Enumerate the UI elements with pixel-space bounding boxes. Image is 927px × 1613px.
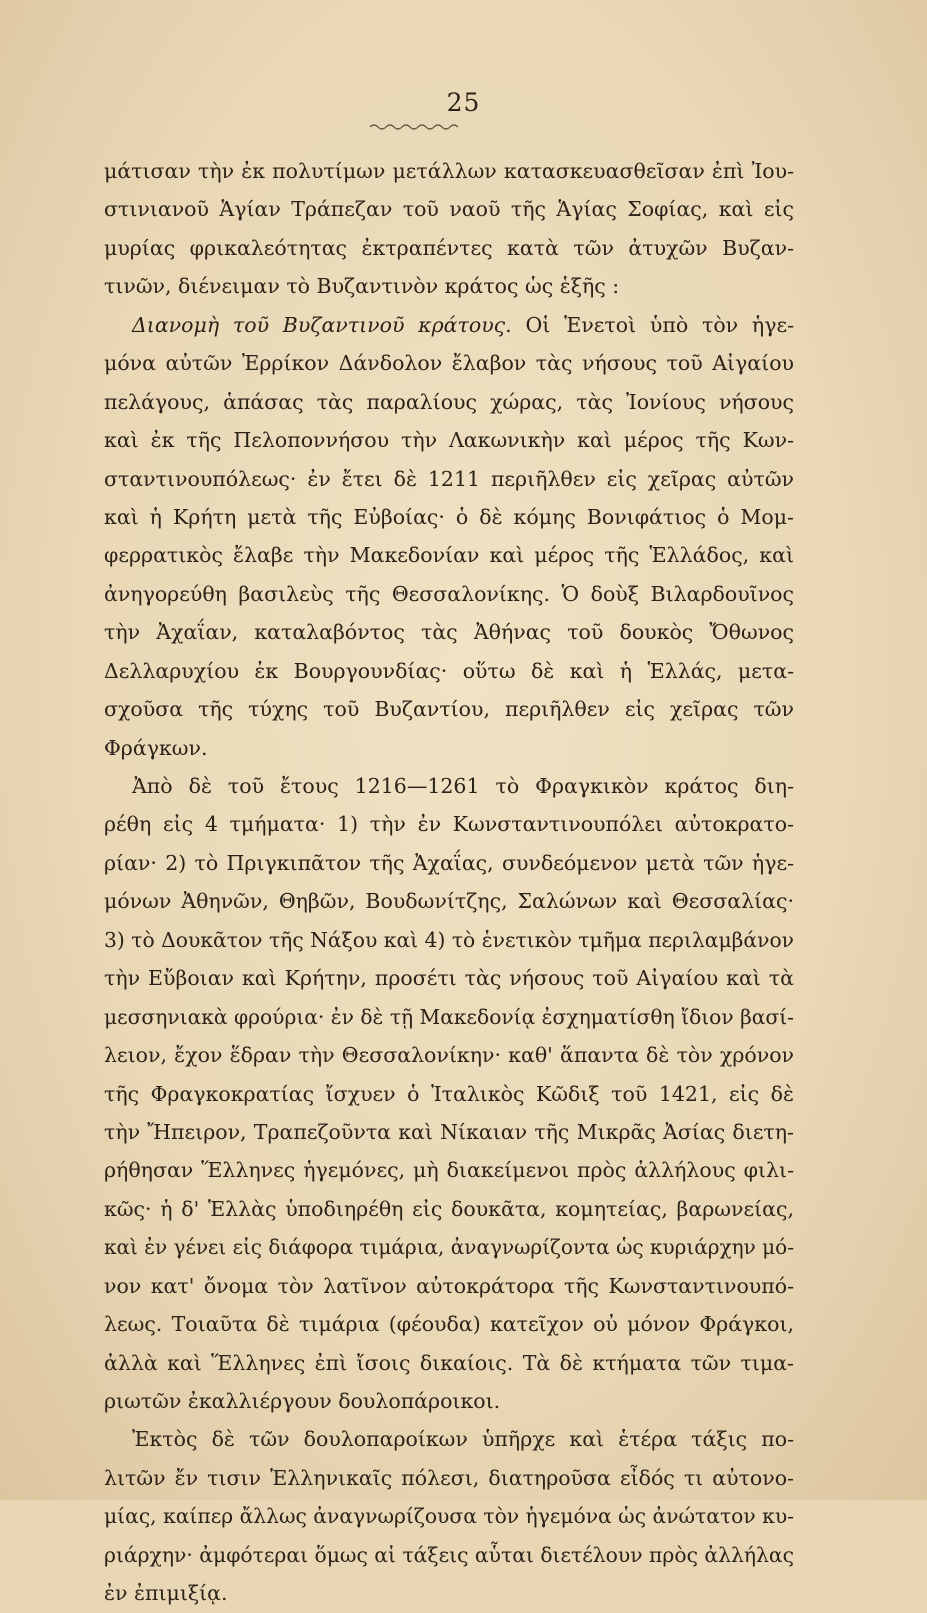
text-line-content: [104, 1344, 794, 1382]
text-segment: καὶ ἐκ τῆς Πελοποννήσου τὴν Λακωνικὴν καὶ μέρος τῆς Κων-: [104, 428, 794, 453]
text-line: [104, 1075, 794, 1113]
text-line: [104, 1151, 794, 1189]
text-line: [104, 1228, 794, 1266]
text-line-content: [104, 844, 794, 882]
text-line-content: [104, 152, 794, 190]
text-segment: τινῶν, διένειμαν τὸ Βυζαντινὸν κράτος ὡς ἑξῆς :: [104, 274, 620, 299]
text-line-content: [104, 652, 794, 690]
text-line: [104, 229, 794, 267]
text-segment: σταντινουπόλεως· ἐν ἔτει δὲ 1211 περιῆλθεν εἰς χεῖρας αὐτῶν: [104, 466, 794, 491]
text-line-content: [104, 998, 794, 1036]
text-line: [104, 844, 794, 882]
text-line: [104, 1267, 794, 1305]
decorative-rule: [368, 122, 462, 132]
text-line: [104, 1382, 794, 1420]
text-line-content: [104, 190, 794, 228]
text-segment: ριάρχην· ἀμφότεραι ὅμως αἱ τάξεις αὗται διετέλουν πρὸς ἀλλήλας: [104, 1542, 794, 1567]
text-segment: λειον, ἔχον ἕδραν τὴν Θεσσαλονίκην· καθ' ἅπαντα δὲ τὸν χρόνον: [104, 1043, 794, 1068]
text-segment: Οἱ Ἑνετοὶ ὑπὸ τὸν ἡγε-: [511, 312, 794, 337]
text-segment: πελάγους, ἁπάσας τὰς παραλίους χώρας, τὰς Ἰονίους νήσους: [104, 389, 794, 414]
text-line-content: [104, 1151, 794, 1189]
text-segment: μεσσηνιακὰ φρούρια· ἐν δὲ τῇ Μακεδονίᾳ ἐσχηματίσθη ἴδιον βασί-: [104, 1004, 794, 1029]
text-line-content: [104, 344, 794, 382]
text-line: [104, 1420, 794, 1458]
text-segment: τὴν Ἤπειρον, Τραπεζοῦντα καὶ Νίκαιαν τῆς Μικρᾶς Ἀσίας διετη-: [104, 1119, 794, 1144]
text-line-content: [104, 1190, 794, 1228]
text-line-content: [104, 1075, 794, 1113]
text-line-content: [132, 767, 794, 805]
text-segment: μάτισαν τὴν ἐκ πολυτίμων μετάλλων κατασκευασθεῖσαν ἐπὶ Ἰου-: [104, 159, 794, 183]
text-line-content: [104, 613, 794, 651]
text-segment: μυρίας φρικαλεότητας ἐκτραπέντες κατὰ τῶν ἀτυχῶν Βυζαν-: [104, 235, 794, 260]
text-line: [104, 998, 794, 1036]
text-segment: νον κατ' ὄνομα τὸν λατῖνον αὐτοκράτορα τῆς Κωνσταντινουπό-: [104, 1273, 794, 1298]
text-segment: στινιανοῦ Ἁγίαν Τράπεζαν τοῦ ναοῦ τῆς Ἁγίας Σοφίας, καὶ εἰς: [104, 197, 794, 222]
text-line: [104, 1036, 794, 1074]
text-line: [104, 1305, 794, 1343]
text-segment: σχοῦσα τῆς τύχης τοῦ Βυζαντίου, περιῆλθεν εἰς χεῖρας τῶν: [104, 697, 794, 722]
text-line: [104, 306, 794, 344]
text-line-content: [132, 1420, 794, 1458]
text-segment: Φράγκων.: [104, 735, 208, 760]
page-number: 25: [446, 88, 481, 117]
text-line: [104, 190, 794, 228]
text-line: [104, 959, 794, 997]
text-line-content: [132, 306, 794, 344]
text-segment: μόνων Ἀθηνῶν, Θηβῶν, Βουδωνίτζης, Σαλώνων καὶ Θεσσαλίας·: [104, 889, 794, 914]
text-segment: λεως. Τοιαῦτα δὲ τιμάρια (φέουδα) κατεῖχον οὐ μόνον Φράγκοι,: [104, 1312, 794, 1337]
text-line: [104, 1574, 794, 1612]
text-line-content: [104, 959, 794, 997]
text-segment: καὶ ἐν γένει εἰς διάφορα τιμάρια, ἀναγνωρίζοντα ὡς κυριάρχην μό-: [104, 1235, 794, 1260]
text-line-content: [104, 690, 794, 728]
text-line-content: [104, 1113, 794, 1151]
text-line: [104, 1113, 794, 1151]
text-line: [104, 805, 794, 843]
text-segment: 3) τὸ Δουκᾶτον τῆς Νάξου καὶ 4) τὸ ἑνετικὸν τμῆμα περιλαμβάνον: [104, 927, 794, 952]
text-line: [104, 344, 794, 382]
text-segment: λιτῶν ἔν τισιν Ἑλληνικαῖς πόλεσι, διατηροῦσα εἶδός τι αὐτονο-: [104, 1465, 794, 1490]
text-line: [104, 383, 794, 421]
text-line: [104, 882, 794, 920]
text-line-content: [104, 267, 619, 305]
text-line: [104, 652, 794, 690]
text-line: [104, 690, 794, 728]
text-line: [104, 267, 794, 305]
text-line-content: [104, 229, 794, 267]
text-line-content: [104, 921, 794, 959]
text-line: [104, 460, 794, 498]
text-line: [104, 1459, 794, 1497]
text-line-content: [104, 805, 794, 843]
text-line-content: [104, 383, 794, 421]
text-segment: Δελλαρυχίου ἐκ Βουργουνδίας· οὕτω δὲ καὶ ἡ Ἑλλάς, μετα-: [104, 658, 794, 683]
text-line-content: [104, 882, 794, 920]
text-line: [104, 729, 794, 767]
text-line: [104, 152, 794, 190]
text-line: [104, 1497, 794, 1535]
text-segment: τὴν Ἀχαΐαν, καταλαβόντος τὰς Ἀθήνας τοῦ δουκὸς Ὄθωνος: [104, 620, 794, 645]
text-line: [104, 1536, 794, 1574]
text-line-content: [104, 1459, 794, 1497]
text-line-content: [104, 1574, 228, 1612]
text-segment: Ἐκτὸς δὲ τῶν δουλοπαροίκων ὑπῆρχε καὶ ἑτέρα τάξις πο-: [132, 1427, 794, 1452]
text-segment: κῶς· ἡ δ' Ἑλλὰς ὑποδιηρέθη εἰς δουκᾶτα, κομητείας, βαρωνείας,: [104, 1196, 794, 1221]
text-line-content: [104, 729, 207, 767]
text-line-content: [104, 1305, 794, 1343]
text-line-content: [104, 536, 794, 574]
text-segment: μίας, καίπερ ἄλλως ἀναγνωρίζουσα τὸν ἡγεμόνα ὡς ἀνώτατον κυ-: [104, 1504, 794, 1529]
text-segment: ἀλλὰ καὶ Ἕλληνες ἐπὶ ἴσοις δικαίοις. Τὰ δὲ κτήματα τῶν τιμα-: [104, 1350, 794, 1375]
text-line: [104, 767, 794, 805]
text-line: [104, 575, 794, 613]
text-segment: ρίαν· 2) τὸ Πριγκιπᾶτον τῆς Ἀχαΐας, συνδεόμενον μετὰ τῶν ἡγε-: [104, 850, 794, 875]
text-segment: ριωτῶν ἐκαλλιέργουν δουλοπάροικοι.: [104, 1389, 501, 1413]
text-line-content: [104, 498, 794, 536]
text-segment: τῆς Φραγκοκρατίας ἴσχυεν ὁ Ἰταλικὸς Κῶδιξ τοῦ 1421, εἰς δὲ: [104, 1081, 794, 1106]
text-line-content: [104, 1036, 794, 1074]
text-line-content: [104, 575, 794, 613]
text-segment: τὴν Εὔβοιαν καὶ Κρήτην, προσέτι τὰς νήσους τοῦ Αἰγαίου καὶ τὰ: [104, 966, 794, 991]
text-line-content: [104, 1228, 794, 1266]
text-line-content: [104, 1497, 794, 1535]
text-segment: ἀνηγορεύθη βασιλεὺς τῆς Θεσσαλονίκης. Ὁ δοὺξ Βιλαρδουῖνος: [104, 581, 794, 606]
text-line-content: [104, 1267, 794, 1305]
text-line: [104, 921, 794, 959]
text-line: [104, 613, 794, 651]
text-line: [104, 1190, 794, 1228]
text-segment: καὶ ἡ Κρήτη μετὰ τῆς Εὐβοίας· ὁ δὲ κόμης Βονιφάτιος ὁ Μομ-: [104, 504, 794, 529]
text-segment: ρήθησαν Ἕλληνες ἡγεμόνες, μὴ διακείμενοι πρὸς ἀλλήλους φιλι-: [104, 1158, 794, 1183]
text-line: [104, 421, 794, 459]
text-line-content: [104, 1382, 500, 1420]
text-segment: ἐν ἐπιμιξίᾳ.: [104, 1581, 228, 1606]
text-segment: ρέθη εἰς 4 τμήματα· 1) τὴν ἐν Κωνσταντινουπόλει αὐτοκρατο-: [104, 812, 794, 837]
section-heading: Διανομὴ τοῦ Βυζαντινοῦ κράτους.: [132, 312, 512, 337]
text-line: [104, 536, 794, 574]
text-segment: μόνα αὐτῶν Ἐρρίκον Δάνδολον ἔλαβον τὰς νήσους τοῦ Αἰγαίου: [104, 351, 794, 376]
text-line-content: [104, 460, 794, 498]
body-text: [104, 152, 794, 1613]
text-segment: Ἀπὸ δὲ τοῦ ἔτους 1216—1261 τὸ Φραγκικὸν κράτος διη-: [132, 774, 794, 798]
text-segment: φερρατικὸς ἔλαβε τὴν Μακεδονίαν καὶ μέρος τῆς Ἑλλάδος, καὶ: [104, 543, 794, 568]
text-line: [104, 498, 794, 536]
text-line-content: [104, 421, 794, 459]
text-line-content: [104, 1536, 794, 1574]
text-line: [104, 1344, 794, 1382]
